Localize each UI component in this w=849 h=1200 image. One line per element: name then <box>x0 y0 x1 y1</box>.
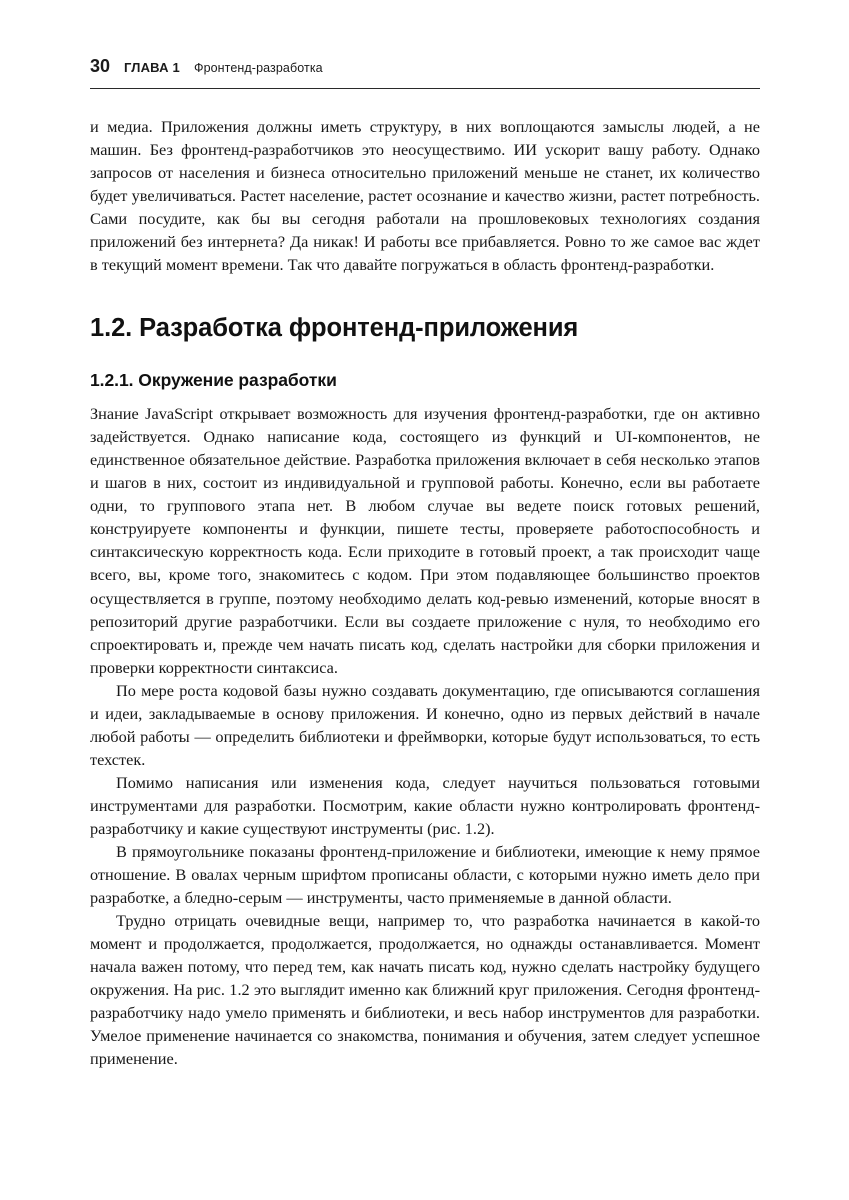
body-copy <box>90 115 760 1071</box>
header-divider <box>90 88 760 89</box>
section-heading: 1.2. Разработка фронтенд-приложения <box>90 314 579 343</box>
page-content <box>90 56 760 1071</box>
paragraph-5: Трудно отрицать очевидные вещи, например то, что разработка начинается в какой-то момент и продолжается, продолжается, продолжается, но однажды останавливается. Момент начала важен потому, что перед тем, как начать писать код, нужно сделать настройку будущего окружения. На рис. 1.2 это выглядит именно как ближний круг приложения. Сегодня фронтенд-разработчику надо умело применять и библиотеки, и весь набор инструментов для разработки. Умелое применение начинается со знакомства, понимания и обучения, затем следует успешное применение. <box>90 911 760 1069</box>
chapter-label: ГЛАВА 1 <box>124 60 180 75</box>
paragraph-4: В прямоугольнике показаны фронтенд-приложение и библиотеки, имеющие к нему прямое отношение. В овалах черным шрифтом прописаны области, с которыми нужно иметь дело при разработке, а бледно-серым — инструменты, часто применяемые в данной области. <box>90 842 760 908</box>
intro-paragraph: и медиа. Приложения должны иметь структуру, в них воплощаются замыслы людей, а не машин. Без фронтенд-разработчиков это неосуществимо. ИИ ускорит вашу работу. Однако запросов от населения и бизнеса относительно приложений меньше не станет, их количество будет увеличиваться. Растет население, растет осознание и качество жизни, растет потребность. Сами посудите, как бы вы сегодня работали на прошловековых технологиях создания приложений без интернета? Да никак! И работы все прибавляется. Ровно то же самое вас ждет в текущий момент времени. Так что давайте погружаться в область фронтенд-разработки. <box>90 117 760 275</box>
page-number: 30 <box>90 56 111 76</box>
chapter-title: Фронтенд-разработка <box>193 61 323 75</box>
paragraph-group <box>90 402 760 1070</box>
running-header <box>90 56 760 88</box>
subsection-heading: 1.2.1. Окружение разработки <box>90 370 337 391</box>
paragraph-1: Знание JavaScript открывает возможность для изучения фронтенд-разработки, где он активно задействуется. Однако написание кода, состоящего из функций и UI-компонентов, не единственное обязательное действие. Разработка приложения включает в себя несколько этапов и шагов в них, состоит из индивидуальной и групповой работы. Конечно, если вы работаете одни, то группового этапа нет. В любом случае вы ведете поиск готовых решений, конструируете компоненты и функции, пишете тесты, проверяете работоспособность и синтаксическую корректность кода. Если приходите в готовый проект, а так происходит чаще всего, вы, кроме того, знакомитесь с кодом. При этом подавляющее большинство проектов осуществляется в группе, поэтому необходимо делать код-ревью изменений, которые вносят в репозиторий другие разработчики. Если вы создаете приложение с нуля, то необходимо его спроектировать и, прежде чем начать писать код, сделать настройки для сборки приложения и проверки корректности синтаксиса. <box>90 404 760 677</box>
paragraph-3: Помимо написания или изменения кода, следует научиться пользоваться готовыми инструментами для разработки. Посмотрим, какие области нужно контролировать фронтенд-разработчику и какие существуют инструменты (рис. 1.2). <box>90 772 760 838</box>
paragraph-2: По мере роста кодовой базы нужно создавать документацию, где описываются соглашения и идеи, закладываемые в основу приложения. И конечно, одно из первых действий в начале любой работы — определить библиотеки и фреймворки, которые будут использоваться, то есть техстек. <box>90 680 760 769</box>
